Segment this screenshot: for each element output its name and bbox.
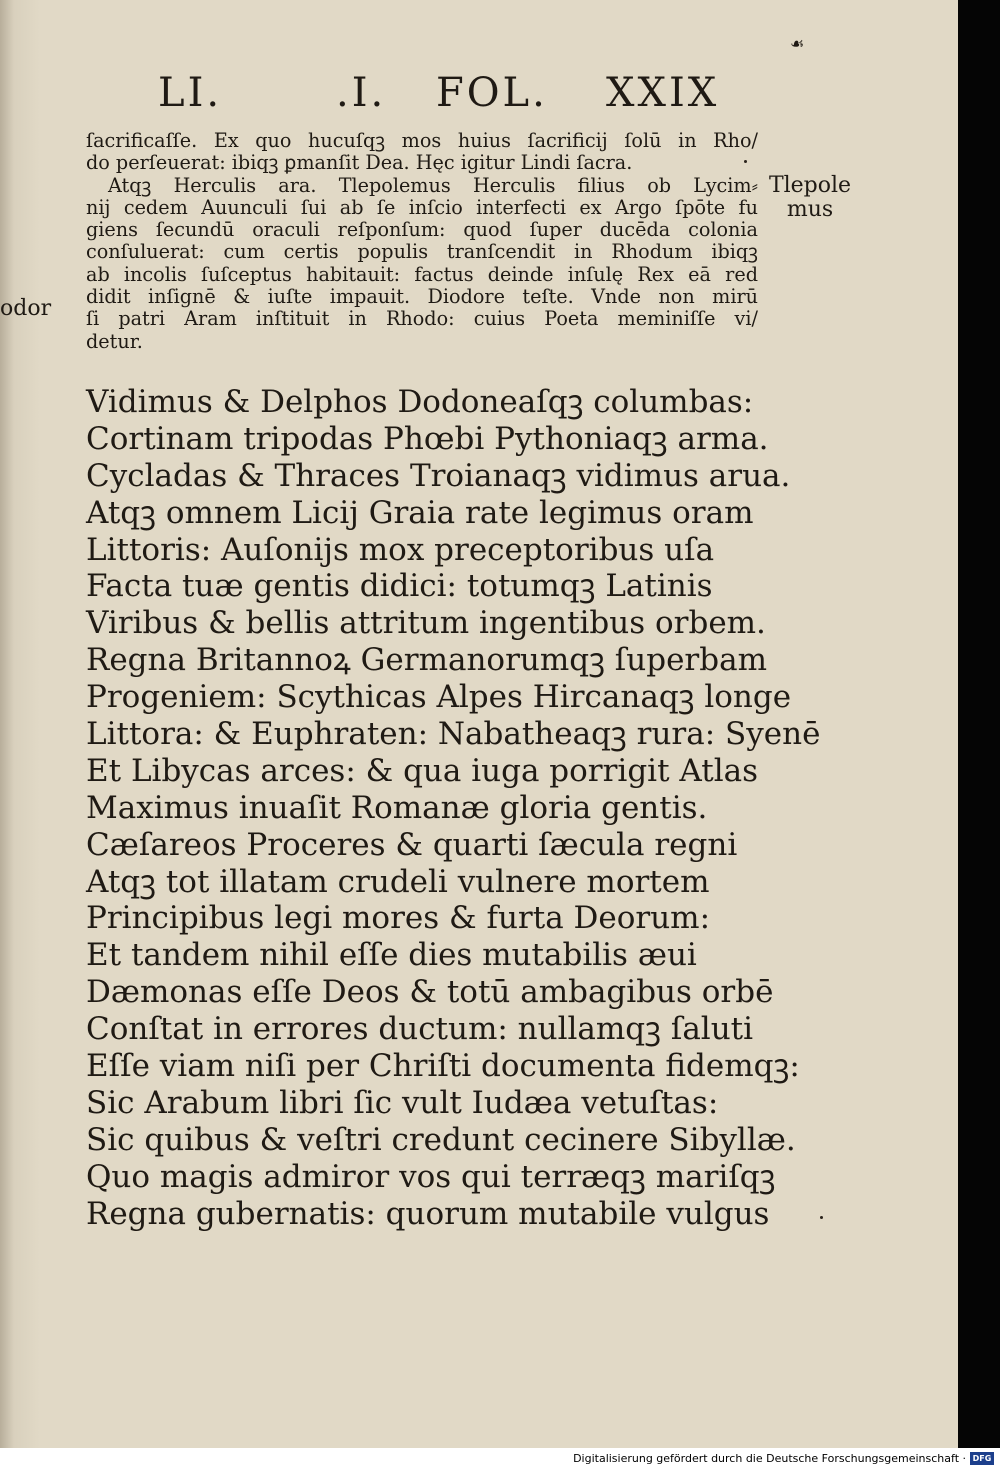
header-number: .I. bbox=[336, 70, 387, 116]
verse-line: Sic quibus & veſtri credunt cecinere Sibyllæ. bbox=[86, 1121, 796, 1158]
margin-note-tlepolemus bbox=[760, 174, 860, 222]
verse-line: Progeniem: Scythicas Alpes Hircanaqꝫ longe bbox=[86, 679, 792, 716]
verse-line: Cycladas & Thraces Troianaqꝫ vidimus arua. bbox=[86, 457, 791, 494]
verse-line: Viribus & bellis attritum ingentibus orbem. bbox=[86, 605, 766, 642]
verse-block bbox=[86, 384, 821, 1232]
header-book: LI. bbox=[158, 70, 223, 116]
verse-line: Et Libycas arces: & qua iuga porrigit Atlas bbox=[86, 752, 759, 789]
footer-bar bbox=[0, 1448, 1000, 1470]
verse-line: Regna gubernatis: quorum mutabile vulgus bbox=[86, 1195, 770, 1232]
header-folio-label: FOL. bbox=[436, 70, 548, 116]
verse-line: Quo magis admiror vos qui terræqꝫ mariſqꝫ bbox=[86, 1158, 776, 1195]
verse-line: Facta tuæ gentis didici: totumqꝫ Latinis bbox=[86, 568, 713, 605]
verse-line: Sic Arabum libri ſic vult Iudæa vetuſtas: bbox=[86, 1084, 719, 1121]
verse-line: Dæmonas eſſe Deos & totū ambagibus orbē bbox=[86, 974, 774, 1011]
verse-line: Conſtat in errores ductum: nullamqꝫ ſaluti bbox=[86, 1011, 754, 1048]
page-header bbox=[158, 70, 718, 130]
page-edge-shadow bbox=[958, 0, 1000, 1448]
commentary-line: giens ſecundū oraculi reſponſum: quod ſuper ducēda colonia bbox=[86, 219, 758, 242]
commentary-line: nij cedem Auunculi ſui ab ſe inſcio interfecti ex Argo ſpōte fu bbox=[86, 196, 758, 219]
commentary-line: didit inſignē & iuſte impauit. Diodore teſte. Vnde non mirū bbox=[86, 286, 758, 309]
verse-line: Littora: & Euphraten: Nabatheaqꝫ rura: Syenē bbox=[86, 716, 821, 753]
verse-line: Littoris: Auſonijs mox preceptoribus uſa bbox=[86, 531, 715, 568]
dfg-logo-icon: DFG bbox=[970, 1452, 994, 1465]
commentary-line: Atqꝫ Herculis ara. Tlepolemus Herculis filius ob Lycim⸗ bbox=[108, 174, 758, 197]
commentary-line: conſuluerat: cum certis populis tranſcendit in Rhodum ibiqꝫ bbox=[86, 241, 758, 264]
verse-line: Regna Britannoꝝ Germanorumqꝫ ſuperbam bbox=[86, 642, 767, 679]
header-leaf-number: XXIX bbox=[606, 70, 720, 116]
commentary-line: ab incolis ſuſceptus habitauit: factus deinde inſulę Rex eā red bbox=[86, 263, 758, 286]
commentary-line: do perſeuerat: ibiqꝫ ꝑmanſit Dea. Hęc igitur Lindi ſacra. bbox=[86, 152, 633, 175]
margin-note-left: odor bbox=[0, 296, 52, 321]
ink-speck bbox=[820, 1216, 823, 1219]
verse-line: Eſſe viam niſi per Chriſti documenta fidemqꝫ: bbox=[86, 1048, 800, 1085]
verse-line: Cortinam tripodas Phœbi Pythoniaqꝫ arma. bbox=[86, 420, 769, 457]
verse-line: Et tandem nihil eſſe dies mutabilis æui bbox=[86, 937, 697, 974]
ink-speck bbox=[744, 160, 747, 163]
verse-line: Cæſareos Proceres & quarti ſæcula regni bbox=[86, 826, 738, 863]
commentary-block bbox=[86, 130, 758, 353]
footer-credit: Digitalisierung gefördert durch die Deutsche Forschungsgemeinschaft · bbox=[573, 1452, 966, 1465]
top-ornament: ☙ bbox=[790, 34, 805, 53]
commentary-line: ſacrificaſſe. Ex quo hucuſqꝫ mos huius ſacrificij ſolū in Rho/ bbox=[86, 130, 758, 152]
verse-line: Maximus inuaſit Romanæ gloria gentis. bbox=[86, 789, 708, 826]
verse-line: Vidimus & Delphos Dodoneaſqꝫ columbas: bbox=[86, 384, 754, 420]
commentary-line: detur. bbox=[86, 330, 143, 353]
verse-line: Atqꝫ omnem Licij Graia rate legimus oram bbox=[86, 494, 754, 531]
commentary-line: ſi patri Aram inſtituit in Rhodo: cuius Poeta meminiſſe vi/ bbox=[86, 308, 758, 331]
margin-note-line: Tlepole bbox=[768, 173, 852, 198]
verse-line: Atqꝫ tot illatam crudeli vulnere mortem bbox=[86, 863, 710, 900]
verse-line: Principibus legi mores & furta Deorum: bbox=[86, 900, 711, 937]
margin-note-line: mus bbox=[786, 197, 834, 222]
